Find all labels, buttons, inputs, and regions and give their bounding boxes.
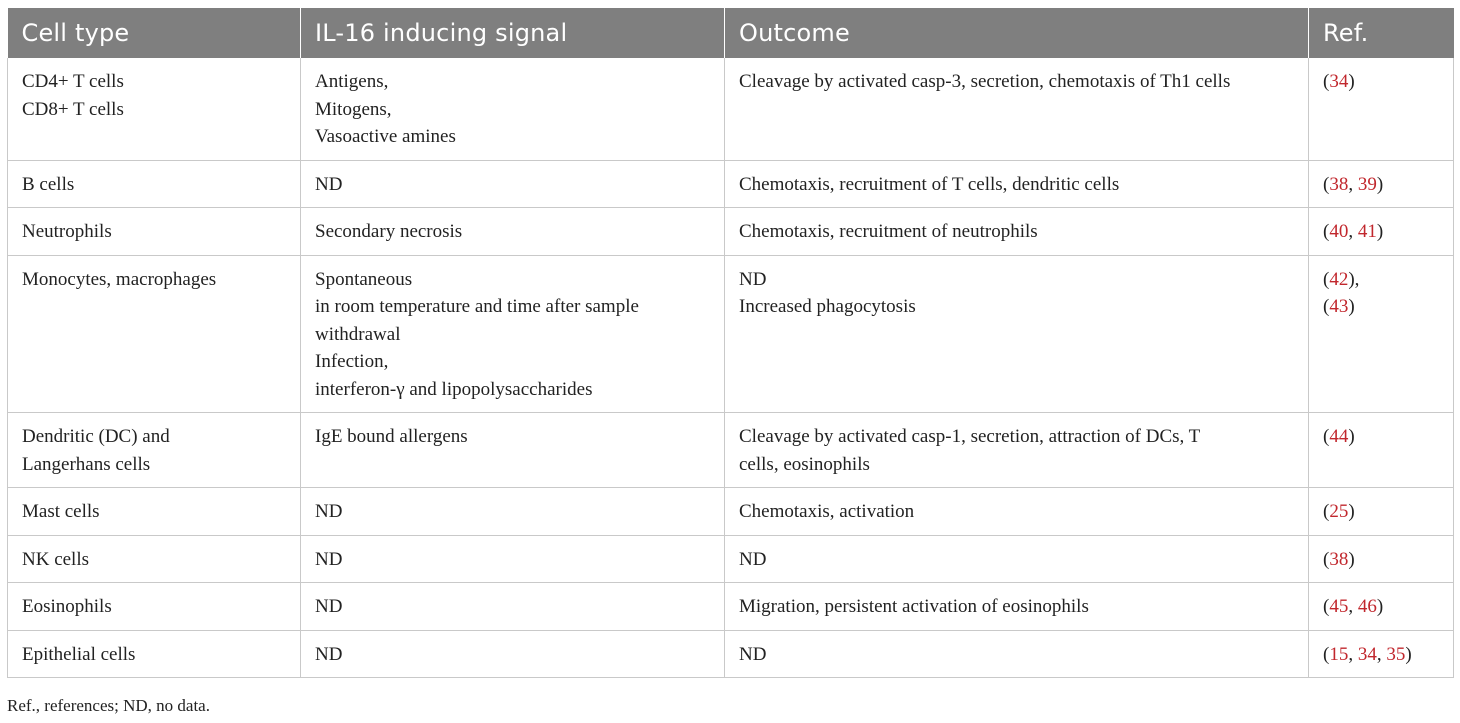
outcome-cell xyxy=(725,583,1309,631)
ref-group: (38, 39) xyxy=(1323,173,1384,195)
table-row xyxy=(8,255,1454,413)
inducing-signal-cell-line: withdrawal xyxy=(315,323,401,345)
table-row xyxy=(8,630,1454,678)
inducing-signal-cell-line: IgE bound allergens xyxy=(315,426,468,447)
outcome-cell xyxy=(725,630,1309,678)
table-row xyxy=(8,535,1454,583)
outcome-cell-line: cells, eosinophils xyxy=(739,453,870,475)
ref-cell xyxy=(1309,488,1454,536)
cell-type-cell-line: Mast cells xyxy=(22,501,100,522)
reference-link[interactable]: 15 xyxy=(1329,643,1349,665)
cell-type-cell-line: CD4+ T cells xyxy=(22,71,124,92)
ref-group: (45, 46) xyxy=(1323,596,1384,617)
inducing-signal-cell xyxy=(301,488,725,536)
table-body xyxy=(8,58,1454,678)
table-row xyxy=(8,58,1454,160)
ref-cell xyxy=(1309,160,1454,208)
cell-type-cell xyxy=(8,208,301,256)
inducing-signal-cell xyxy=(301,535,725,583)
cell-type-cell-line: Epithelial cells xyxy=(22,643,136,665)
ref-cell xyxy=(1309,630,1454,678)
reference-link[interactable]: 38 xyxy=(1329,548,1349,570)
outcome-cell-line: Chemotaxis, recruitment of neutrophils xyxy=(739,221,1038,242)
inducing-signal-cell-line: Vasoactive amines xyxy=(315,126,456,147)
reference-link[interactable]: 42 xyxy=(1329,268,1349,290)
outcome-cell xyxy=(725,160,1309,208)
inducing-signal-cell xyxy=(301,160,725,208)
inducing-signal-cell-line: ND xyxy=(315,501,343,522)
ref-cell xyxy=(1309,413,1454,488)
header-ref: Ref. xyxy=(1309,8,1454,58)
outcome-cell-line: ND xyxy=(739,643,767,665)
ref-cell xyxy=(1309,255,1454,413)
inducing-signal-cell-line: ND xyxy=(315,173,343,195)
ref-cell xyxy=(1309,583,1454,631)
table-row xyxy=(8,488,1454,536)
inducing-signal-cell-line: Secondary necrosis xyxy=(315,221,463,242)
il16-cell-table xyxy=(7,8,1454,678)
outcome-cell xyxy=(725,535,1309,583)
cell-type-cell xyxy=(8,58,301,160)
cell-type-cell-line: Monocytes, macrophages xyxy=(22,268,217,290)
ref-group: (34) xyxy=(1323,71,1355,92)
cell-type-cell-line: B cells xyxy=(22,173,75,195)
ref-group: (25) xyxy=(1323,501,1355,522)
inducing-signal-cell-line: Spontaneous xyxy=(315,268,413,290)
outcome-cell-line: Migration, persistent activation of eosinophils xyxy=(739,596,1089,617)
reference-link[interactable]: 39 xyxy=(1357,173,1377,195)
cell-type-cell-line: Dendritic (DC) and xyxy=(22,426,170,447)
outcome-cell-line: Cleavage by activated casp-3, secretion, chemotaxis of Th1 cells xyxy=(739,71,1231,92)
reference-link[interactable]: 34 xyxy=(1329,71,1349,92)
cell-type-cell-line: CD8+ T cells xyxy=(22,98,124,120)
inducing-signal-cell-line: ND xyxy=(315,596,343,617)
cell-type-cell xyxy=(8,488,301,536)
inducing-signal-cell-line: Mitogens, xyxy=(315,98,392,120)
cell-type-cell xyxy=(8,535,301,583)
table-row xyxy=(8,413,1454,488)
cell-type-cell-line: Neutrophils xyxy=(22,221,112,242)
table-footnote: Ref., references; ND, no data. xyxy=(7,696,210,715)
outcome-cell xyxy=(725,488,1309,536)
inducing-signal-cell xyxy=(301,630,725,678)
outcome-cell-line: Chemotaxis, activation xyxy=(739,501,915,522)
cell-type-cell-line: NK cells xyxy=(22,548,90,570)
reference-link[interactable]: 35 xyxy=(1386,643,1406,665)
inducing-signal-cell-line: interferon-γ and lipopolysaccharides xyxy=(315,378,593,400)
cell-type-cell xyxy=(8,160,301,208)
inducing-signal-cell-line: in room temperature and time after sample xyxy=(315,296,639,317)
reference-link[interactable]: 25 xyxy=(1329,501,1349,522)
ref-group: (44) xyxy=(1323,426,1355,447)
inducing-signal-cell-line: ND xyxy=(315,643,343,665)
reference-link[interactable]: 46 xyxy=(1357,596,1377,617)
reference-link[interactable]: 45 xyxy=(1329,596,1349,617)
table-row xyxy=(8,208,1454,256)
cell-type-cell-line: Langerhans cells xyxy=(22,453,151,475)
outcome-cell xyxy=(725,58,1309,160)
outcome-cell-line: Chemotaxis, recruitment of T cells, dendritic cells xyxy=(739,173,1120,195)
header-cell-type: Cell type xyxy=(8,8,301,58)
table-header-row xyxy=(8,8,1454,58)
ref-group: (40, 41) xyxy=(1323,221,1384,242)
outcome-cell-line: Increased phagocytosis xyxy=(739,296,916,317)
outcome-cell-line: ND xyxy=(739,268,767,290)
outcome-cell-line: Cleavage by activated casp-1, secretion, attraction of DCs, T xyxy=(739,426,1201,447)
cell-type-cell-line: Eosinophils xyxy=(22,596,112,617)
inducing-signal-cell-line: ND xyxy=(315,548,343,570)
reference-link[interactable]: 44 xyxy=(1329,426,1349,447)
ref-group: (15, 34, 35) xyxy=(1323,643,1412,665)
inducing-signal-cell xyxy=(301,58,725,160)
table-container xyxy=(7,8,1453,678)
ref-cell xyxy=(1309,535,1454,583)
inducing-signal-cell xyxy=(301,413,725,488)
reference-link[interactable]: 40 xyxy=(1329,221,1349,242)
reference-link[interactable]: 34 xyxy=(1357,643,1377,665)
cell-type-cell xyxy=(8,413,301,488)
ref-group: (38) xyxy=(1323,548,1355,570)
table-row xyxy=(8,160,1454,208)
inducing-signal-cell xyxy=(301,255,725,413)
outcome-cell xyxy=(725,255,1309,413)
inducing-signal-cell-line: Infection, xyxy=(315,351,389,372)
outcome-cell xyxy=(725,208,1309,256)
ref-group: (43) xyxy=(1323,296,1355,317)
reference-link[interactable]: 41 xyxy=(1357,221,1377,242)
inducing-signal-cell-line: Antigens, xyxy=(315,71,389,92)
ref-group: (42), xyxy=(1323,268,1360,290)
ref-cell xyxy=(1309,58,1454,160)
inducing-signal-cell xyxy=(301,208,725,256)
table-row xyxy=(8,583,1454,631)
cell-type-cell xyxy=(8,583,301,631)
cell-type-cell xyxy=(8,255,301,413)
header-outcome: Outcome xyxy=(725,8,1309,58)
ref-cell xyxy=(1309,208,1454,256)
cell-type-cell xyxy=(8,630,301,678)
reference-link[interactable]: 38 xyxy=(1329,173,1349,195)
inducing-signal-cell xyxy=(301,583,725,631)
outcome-cell xyxy=(725,413,1309,488)
header-inducing-signal: IL-16 inducing signal xyxy=(301,8,725,58)
outcome-cell-line: ND xyxy=(739,548,767,570)
reference-link[interactable]: 43 xyxy=(1329,296,1349,317)
